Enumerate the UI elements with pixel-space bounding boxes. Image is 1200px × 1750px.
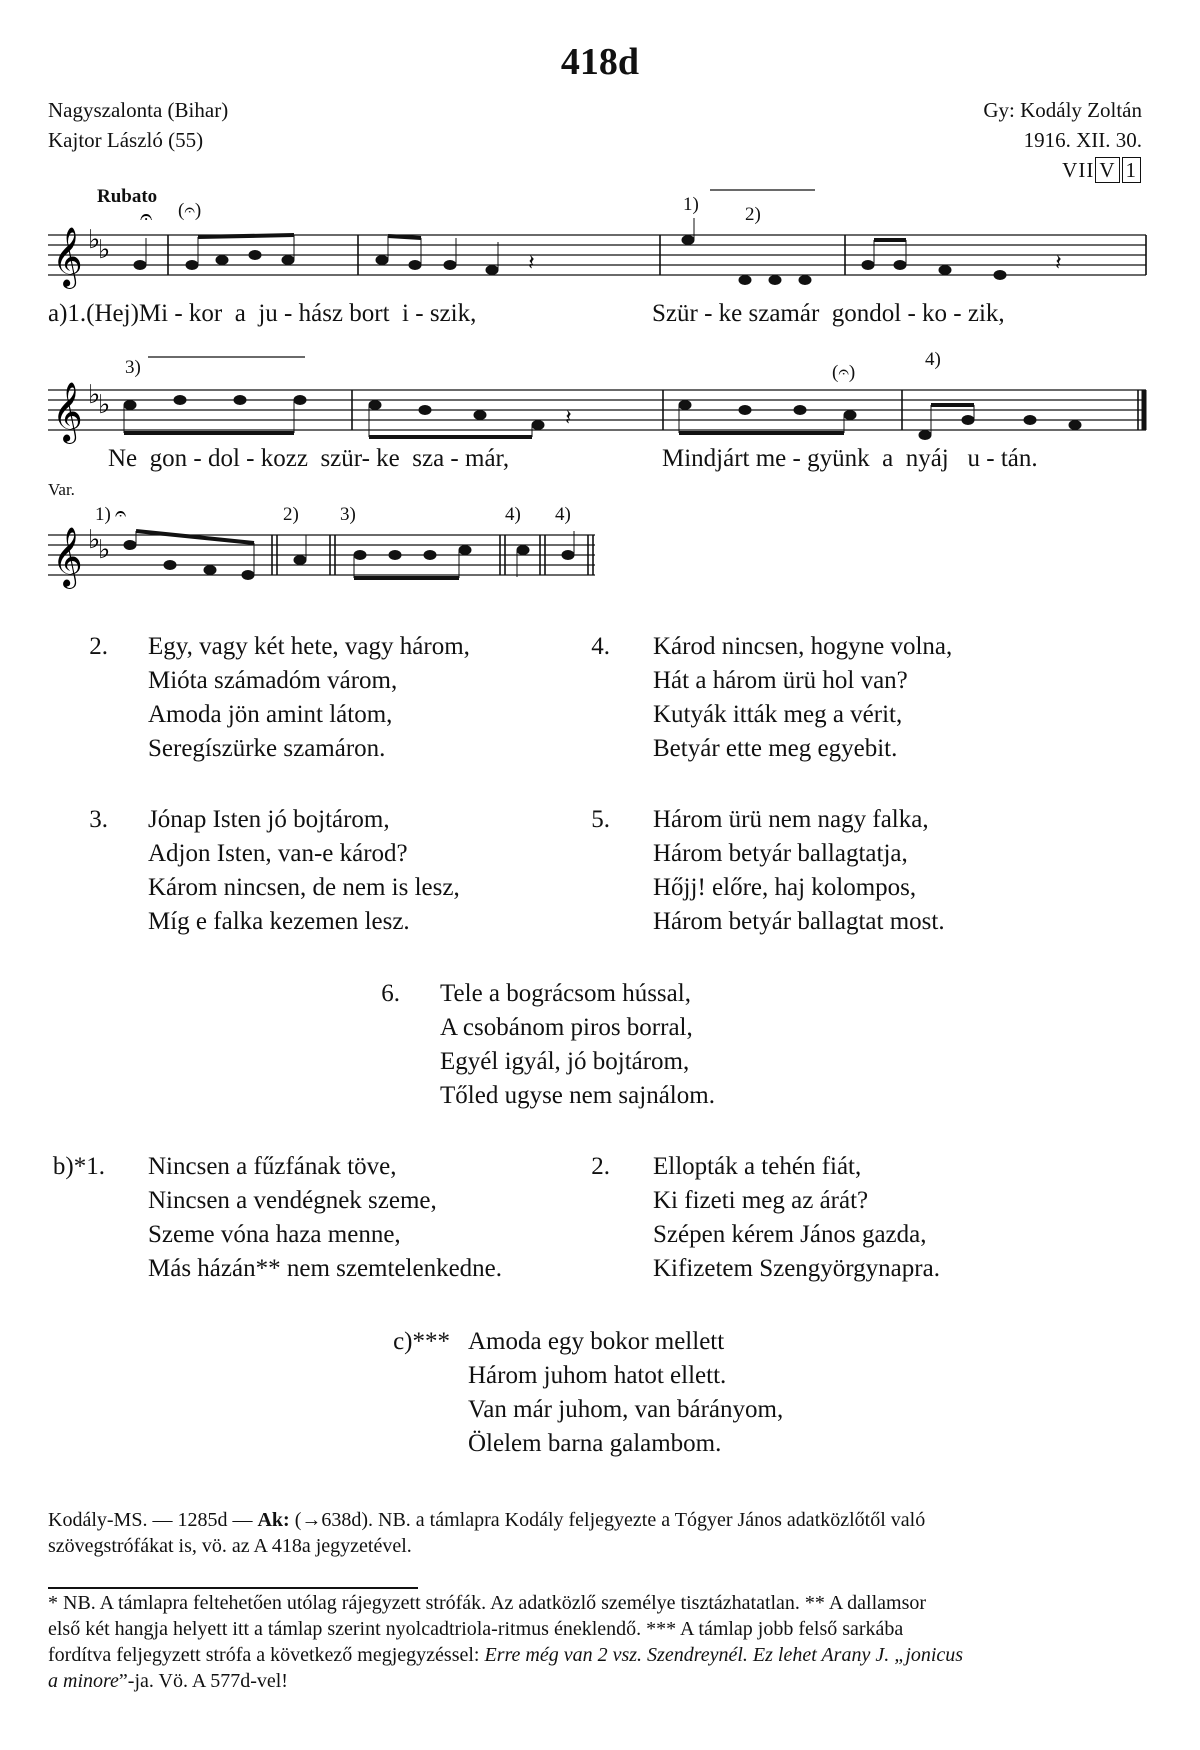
- flat-sign-icon: ♭: [88, 380, 101, 409]
- flat-sign-icon: ♭: [88, 225, 101, 254]
- lyrics-line-1a: a)1.(Hej)Mi - kor a ju - hász bort i - szik,: [48, 300, 477, 327]
- singer: Kajtor László (55): [48, 128, 204, 152]
- footnote-text: fordítva feljegyzett strófa a következő megjegyzéssel:: [48, 1644, 485, 1666]
- variant-mark-1: 1): [683, 194, 699, 215]
- variant-mark-2: 2): [745, 204, 761, 225]
- stanza-6: [340, 977, 860, 1113]
- stanza-line: Kifizetem Szengyörgynapra.: [653, 1255, 940, 1282]
- footnotes: [48, 1590, 1160, 1694]
- stanza-line: Szeme vóna haza menne,: [148, 1221, 401, 1248]
- stanza-line: Jónap Isten jó bojtárom,: [148, 806, 390, 833]
- staff-system-variant: [0, 495, 640, 605]
- stanza-line: Seregíszürke szamáron.: [148, 735, 386, 762]
- source-info: [48, 95, 228, 155]
- footnote-text: ”-ja. Vö. A 577d-vel!: [118, 1670, 288, 1692]
- stanza-number: b)*1.: [52, 1153, 105, 1180]
- lyrics-line-1b: Szür - ke szamár gondol - ko - zik,: [652, 300, 1005, 327]
- stanza-line: Ellopták a tehén fiát,: [653, 1153, 862, 1180]
- class-code-1: VII: [1062, 158, 1095, 182]
- collector-info: [983, 95, 1142, 185]
- stanza-number: 6.: [381, 980, 400, 1007]
- stanza-number: 2.: [89, 633, 108, 660]
- stanza-line: Nincsen a vendégnek szeme,: [148, 1187, 437, 1214]
- stanza-line: Más házán** nem szemtelenkedne.: [148, 1255, 503, 1282]
- stanza-line: Mióta számadóm várom,: [148, 667, 398, 694]
- lyrics-line-2b: Mindjárt me - gyünk a nyáj u - tán.: [662, 445, 1038, 472]
- stanza-line: Szépen kérem János gazda,: [653, 1221, 927, 1248]
- flat-sign-icon: ♭: [98, 535, 111, 564]
- collector: Gy: Kodály Zoltán: [983, 98, 1142, 122]
- stanza-line: Három betyár ballagtatja,: [653, 840, 908, 867]
- stanza-2: [48, 630, 568, 766]
- fermata-icon: 𝄐: [115, 503, 127, 525]
- footnote-line: első két hangja helyett itt a támlap szerint nyolcadtriola-ritmus éneklendő. *** A támlap jobb felső sarkába: [48, 1618, 904, 1640]
- stanza-line: Amoda egy bokor mellett: [468, 1328, 725, 1355]
- stanza-4: [555, 630, 1115, 766]
- notes-text: szövegstrófákat is, vö. az A 418a jegyzetével.: [48, 1535, 412, 1557]
- stanza-line: Ölelem barna galambom.: [468, 1430, 722, 1457]
- notes-ak: Ak:: [257, 1509, 290, 1531]
- class-code-2: V: [1095, 157, 1119, 183]
- stanza-line: Van már juhom, van bárányom,: [468, 1396, 784, 1423]
- stanza-line: Egyél igyál, jó bojtárom,: [440, 1048, 690, 1075]
- stanza-number: 2.: [591, 1153, 610, 1180]
- stanza-line: Károd nincsen, hogyne volna,: [653, 633, 953, 660]
- svg-text:𝄽: 𝄽: [1055, 250, 1062, 275]
- stanza-number: c)***: [393, 1328, 450, 1355]
- fermata-icon: 𝄐: [140, 204, 153, 229]
- treble-clef-icon: 𝄞: [52, 529, 83, 586]
- stanza-line: Három betyár ballagtat most.: [653, 908, 945, 935]
- stanza-line: Hát a három ürü hol van?: [653, 667, 908, 694]
- stanza-line: Egy, vagy két hete, vagy három,: [148, 633, 470, 660]
- stanza-line: Nincsen a fűzfának töve,: [148, 1153, 397, 1180]
- flat-sign-icon: ♭: [98, 235, 111, 264]
- notes-text: Kodály-MS. — 1285d —: [48, 1509, 258, 1531]
- svg-text:𝄽: 𝄽: [528, 250, 535, 275]
- notes-measures: [124, 390, 1144, 440]
- var-mark-1: 1): [95, 504, 111, 525]
- stanza-line: Károm nincsen, de nem is lesz,: [148, 874, 460, 901]
- notes-text: (→638d). NB. a támlapra Kodály feljegyezte a Tógyer János adatközlőtől való: [289, 1509, 926, 1531]
- stanza-line: Három ürü nem nagy falka,: [653, 806, 929, 833]
- tempo-marking: Rubato: [97, 186, 158, 207]
- variant-mark-3: 3): [125, 357, 141, 378]
- stanza-number: 5.: [591, 806, 610, 833]
- fermata-parenthesized: (𝄐): [178, 200, 202, 221]
- footnote-line: * NB. A támlapra feltehetően utólag rájegyzett strófák. Az adatközlő személye tisztázhatatlan. ** A dallamsor: [48, 1592, 927, 1614]
- treble-clef-icon: 𝄞: [52, 384, 83, 441]
- page-title: 418d: [560, 41, 640, 83]
- class-code-3: 1: [1122, 157, 1142, 183]
- stanza-3: [48, 803, 568, 939]
- stanza-line: Míg e falka kezemen lesz.: [148, 908, 410, 935]
- svg-text:𝄽: 𝄽: [565, 405, 572, 430]
- stanza-line: Amoda jön amint látom,: [148, 701, 393, 728]
- var-mark-4a: 4): [505, 504, 521, 525]
- stanza-number: 4.: [591, 633, 610, 660]
- fermata-parenthesized-2: (𝄐): [832, 362, 856, 383]
- stanza-number: 3.: [89, 806, 108, 833]
- flat-sign-icon: ♭: [88, 525, 101, 554]
- variant-label: Var.: [48, 480, 75, 499]
- var-mark-2: 2): [283, 504, 299, 525]
- source-notes: [48, 1507, 1160, 1559]
- date: 1916. XII. 30.: [1023, 128, 1142, 152]
- footnote-rule: [48, 1587, 418, 1589]
- stanza-b2: [555, 1150, 1115, 1286]
- lyrics-line-2a: Ne gon - dol - kozz szür- ke sza - már,: [108, 445, 510, 472]
- flat-sign-icon: ♭: [98, 390, 111, 419]
- staff-lines: [48, 235, 1146, 275]
- stanza-line: Tőled ugyse nem sajnálom.: [440, 1082, 715, 1109]
- stanza-line: A csobánom piros borral,: [440, 1014, 693, 1041]
- stanza-b1: [0, 1150, 580, 1286]
- var-mark-4b: 4): [555, 504, 571, 525]
- stanza-line: Tele a bográcsom hússal,: [440, 980, 691, 1007]
- footnote-italic: a minore: [48, 1670, 119, 1692]
- stanza-line: Három juhom hatot ellett.: [468, 1362, 727, 1389]
- stanza-c: [360, 1325, 920, 1461]
- stanza-line: Adjon Isten, van-e károd?: [148, 840, 408, 867]
- variant-mark-4: 4): [925, 349, 941, 370]
- stanza-line: Ki fizeti meg az árát?: [653, 1187, 869, 1214]
- footnote-italic: Erre még van 2 vsz. Szendreynél. Ez lehet Arany J. „jonicus: [484, 1644, 964, 1666]
- treble-clef-icon: 𝄞: [52, 229, 83, 286]
- stanza-5: [555, 803, 1115, 939]
- stanza-line: Hőjj! előre, haj kolompos,: [653, 874, 917, 901]
- stanza-line: Kutyák itták meg a vérit,: [653, 701, 903, 728]
- staff-lines: [48, 390, 1146, 430]
- place: Nagyszalonta (Bihar): [48, 98, 229, 122]
- stanza-line: Betyár ette meg egyebit.: [653, 735, 898, 762]
- var-mark-3: 3): [340, 504, 356, 525]
